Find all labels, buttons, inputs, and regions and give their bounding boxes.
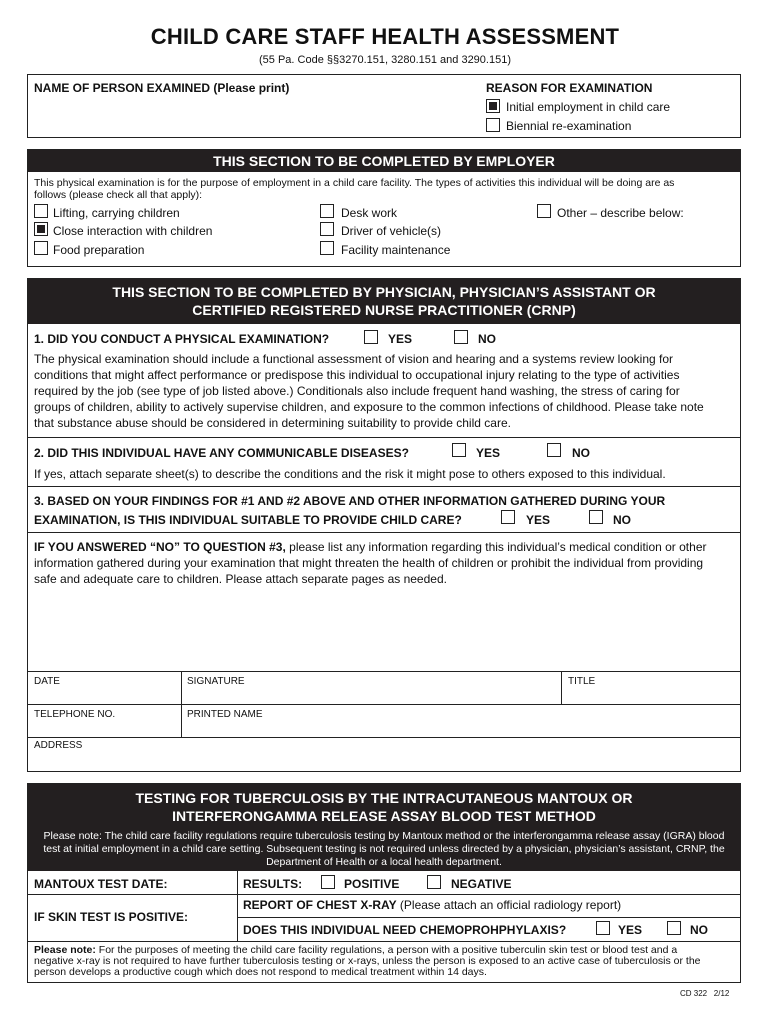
- initial-employment-label: Initial employment in child care: [506, 100, 671, 114]
- q3-yes-checkbox[interactable]: [501, 510, 515, 524]
- divider: [28, 437, 740, 438]
- other-checkbox[interactable]: [537, 204, 551, 218]
- chemo-no-label: NO: [690, 923, 708, 937]
- chemo-no-checkbox[interactable]: [667, 921, 681, 935]
- divider: [28, 737, 740, 738]
- q2-no-checkbox[interactable]: [547, 443, 561, 457]
- employer-intro-line2: follows (please check all that apply):: [34, 189, 203, 201]
- employer-heading: THIS SECTION TO BE COMPLETED BY EMPLOYER: [28, 150, 740, 172]
- q1-label: 1. DID YOU CONDUCT A PHYSICAL EXAMINATION?: [34, 332, 330, 346]
- address-input[interactable]: [30, 752, 738, 770]
- q3-no-label: NO: [613, 513, 631, 527]
- printed-name-input[interactable]: [184, 721, 738, 736]
- initial-employment-checkbox[interactable]: [486, 99, 500, 113]
- maintenance-checkbox[interactable]: [320, 241, 334, 255]
- q1-yes-checkbox[interactable]: [364, 330, 378, 344]
- positive-checkbox[interactable]: [321, 875, 335, 889]
- employer-intro-line1: This physical examination is for the purpose of employment in a child care facility. The types of activities this individual will be doing are as: [34, 177, 675, 189]
- desk-work-label: Desk work: [341, 206, 398, 220]
- divider: [561, 671, 562, 704]
- divider: [237, 871, 238, 941]
- driver-checkbox[interactable]: [320, 222, 334, 236]
- q2-instructions: If yes, attach separate sheet(s) to describe the conditions and the risk it might pose to others exposed to this individual.: [34, 467, 666, 481]
- name-label: NAME OF PERSON EXAMINED (Please print): [34, 81, 290, 95]
- results-label: RESULTS:: [243, 877, 303, 891]
- q2-no-label: NO: [572, 446, 590, 460]
- divider: [28, 532, 740, 533]
- divider: [28, 486, 740, 487]
- divider: [28, 671, 740, 672]
- chemo-yes-label: YES: [618, 923, 643, 937]
- telephone-input[interactable]: [30, 721, 178, 736]
- lifting-checkbox[interactable]: [34, 204, 48, 218]
- close-interaction-label: Close interaction with children: [53, 224, 213, 238]
- q3-no-bold: IF YOU ANSWERED “NO” TO QUESTION #3,: [34, 540, 286, 554]
- title-label: TITLE: [568, 676, 596, 687]
- q1-no-label: NO: [478, 332, 496, 346]
- mantoux-label: MANTOUX TEST DATE:: [34, 877, 168, 891]
- close-interaction-checkbox[interactable]: [34, 222, 48, 236]
- q3-yes-label: YES: [526, 513, 551, 527]
- negative-checkbox[interactable]: [427, 875, 441, 889]
- driver-label: Driver of vehicle(s): [341, 224, 442, 238]
- chemo-yes-checkbox[interactable]: [596, 921, 610, 935]
- negative-label: NEGATIVE: [451, 877, 512, 891]
- name-input[interactable]: [34, 98, 474, 132]
- biennial-label: Biennial re-examination: [506, 119, 632, 133]
- divider: [28, 894, 740, 895]
- tb-heading-line1: TESTING FOR TUBERCULOSIS BY THE INTRACUTANEOUS MANTOUX OR: [135, 790, 633, 806]
- signature-label: SIGNATURE: [187, 676, 245, 687]
- desk-work-checkbox[interactable]: [320, 204, 334, 218]
- reason-label: REASON FOR EXAMINATION: [486, 81, 653, 95]
- physician-heading-line1: THIS SECTION TO BE COMPLETED BY PHYSICIAN, PHYSICIAN’S ASSISTANT OR: [112, 284, 656, 300]
- lifting-label: Lifting, carrying children: [53, 206, 180, 220]
- q3-label-line1: 3. BASED ON YOUR FINDINGS FOR #1 AND #2 ABOVE AND OTHER INFORMATION GATHERED DURING YOUR: [34, 494, 666, 508]
- q1-instructions: The physical examination should include a functional assessment of vision and hearing and a systems review looking for conditions that might affect performance or predispose this individual to occupational injury relating to the type of activities required by the job (see type of job listed above.) Conditionals also include frequent hand washing, the stress of caring for groups of children, ability to actively supervise children, and exposure to the common infections of childhood. Please take note that substance abuse should be considered in determining suitability to provide child care.: [34, 352, 704, 430]
- page-subtitle: (55 Pa. Code §§3270.151, 3280.151 and 3290.151): [259, 54, 511, 66]
- food-prep-checkbox[interactable]: [34, 241, 48, 255]
- divider: [181, 671, 182, 704]
- q1-no-checkbox[interactable]: [454, 330, 468, 344]
- date-label: DATE: [34, 676, 60, 687]
- q3-no-instructions: IF YOU ANSWERED “NO” TO QUESTION #3, please list any information regarding this individual’s medical condition or other information gathered during your examination that might threaten the health of children or prohibit the individual from providing safe and adequate care to children. Please attach separate pages as needed.: [34, 540, 707, 586]
- tb-heading-line2: INTERFERONGAMMA RELEASE ASSAY BLOOD TEST METHOD: [172, 808, 596, 824]
- physician-heading-line2: CERTIFIED REGISTERED NURSE PRACTITIONER (CRNP): [192, 302, 576, 318]
- divider: [28, 704, 740, 705]
- tb-note: Please note: The child care facility regulations require tuberculosis testing by Mantoux method or the interferongamma release assay (IGRA) blood test at initial employment in a child care setting. Subsequent testing is not required unless directed by a physician, physician’s assistant, CRNP, the Department of Health or a local health department.: [43, 830, 725, 868]
- divider: [28, 941, 740, 942]
- positive-label: POSITIVE: [344, 877, 400, 891]
- form-id: CD 322 2/12: [680, 989, 730, 998]
- biennial-checkbox[interactable]: [486, 118, 500, 132]
- skin-positive-label: IF SKIN TEST IS POSITIVE:: [34, 910, 189, 924]
- q3-details-textarea[interactable]: [30, 590, 738, 670]
- q3-no-checkbox[interactable]: [589, 510, 603, 524]
- divider: [237, 917, 740, 918]
- signature-input[interactable]: [184, 688, 558, 703]
- address-label: ADDRESS: [34, 740, 83, 751]
- title-input[interactable]: [564, 688, 738, 703]
- q2-yes-label: YES: [476, 446, 501, 460]
- q3-label-line2: EXAMINATION, IS THIS INDIVIDUAL SUITABLE TO PROVIDE CHILD CARE?: [34, 513, 462, 527]
- date-input[interactable]: [30, 688, 178, 703]
- telephone-label: TELEPHONE NO.: [34, 709, 116, 720]
- printed-name-label: PRINTED NAME: [187, 709, 263, 720]
- q2-yes-checkbox[interactable]: [452, 443, 466, 457]
- other-label: Other – describe below:: [557, 206, 684, 220]
- xray-label: REPORT OF CHEST X-RAY (Please attach an official radiology report): [243, 898, 622, 912]
- physician-heading: [28, 279, 740, 324]
- food-prep-label: Food preparation: [53, 243, 145, 257]
- tb-note2: Please note: For the purposes of meeting the child care facility regulations, a person with a positive tuberculin skin test or blood test and a negative x-ray is not required to have further tuberculosis testing or x-rays, unless the person is exposed to an active case of tuberculosis or the person develops a productive cough which does not respond to medical treatment within 14 days.: [34, 944, 701, 978]
- page-title: CHILD CARE STAFF HEALTH ASSESSMENT: [150, 24, 620, 49]
- divider: [181, 704, 182, 737]
- q2-label: 2. DID THIS INDIVIDUAL HAVE ANY COMMUNICABLE DISEASES?: [34, 446, 409, 460]
- q1-yes-label: YES: [388, 332, 413, 346]
- tb-heading: [28, 784, 740, 871]
- maintenance-label: Facility maintenance: [341, 243, 451, 257]
- chemo-label: DOES THIS INDIVIDUAL NEED CHEMOPROHPHYLAXIS?: [243, 923, 567, 937]
